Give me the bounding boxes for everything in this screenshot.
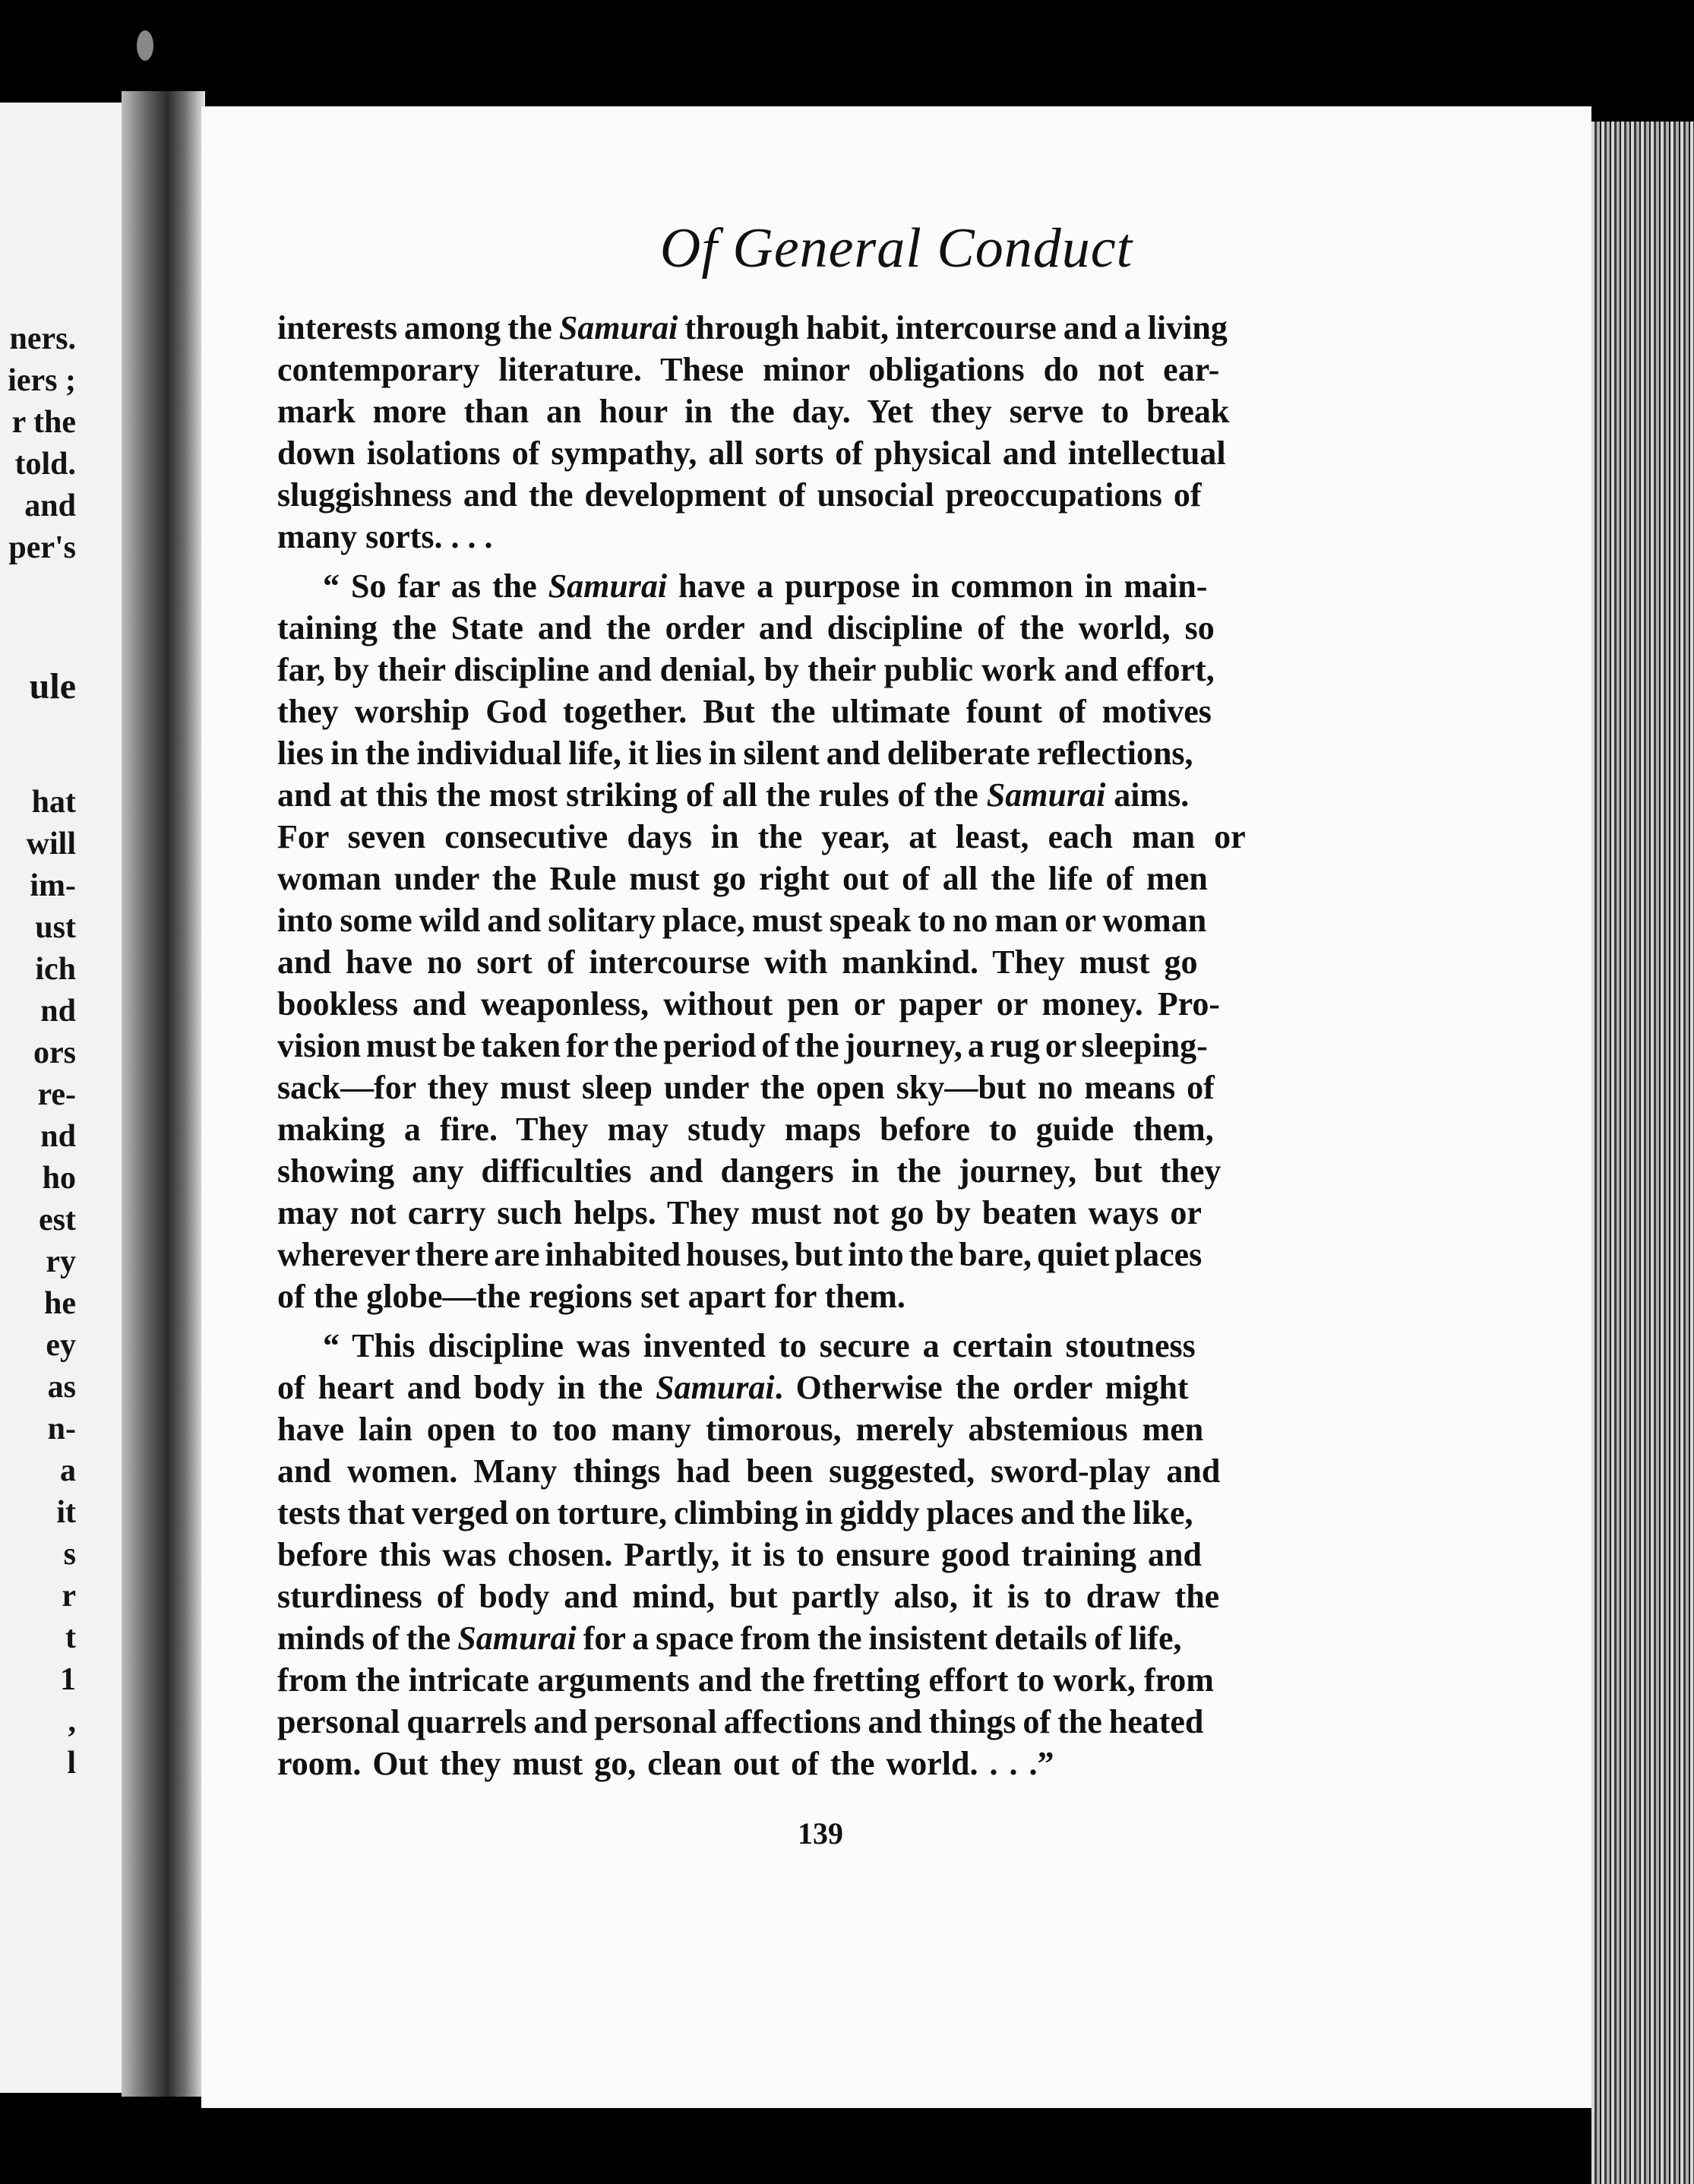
left-page-fragment: a bbox=[60, 1453, 76, 1488]
left-page-fragment: l bbox=[67, 1746, 76, 1781]
left-page-fragment: r bbox=[62, 1579, 76, 1614]
text-line: and at this the most striking of all the rules of the Samurai aims. bbox=[277, 776, 1190, 814]
text-line: “ So far as the Samurai have a purpose in common in main- bbox=[323, 567, 1208, 605]
text-line: down isolations of sympathy, all sorts of physical and intellectual bbox=[277, 435, 1226, 472]
book-page bbox=[201, 106, 1591, 2108]
left-page-fragment: nd bbox=[40, 1119, 76, 1154]
left-page-fragment: t bbox=[65, 1620, 76, 1655]
left-page-fragment: and bbox=[24, 488, 76, 523]
left-page-fragment: s bbox=[63, 1537, 76, 1572]
left-page-fragment: told. bbox=[14, 447, 76, 482]
text-line: contemporary literature. These minor obligations do not ear- bbox=[277, 351, 1220, 388]
left-page-fragment: ust bbox=[35, 910, 76, 945]
left-page-fragment: as bbox=[47, 1370, 76, 1405]
text-line: tests that verged on torture, climbing in giddy places and the like, bbox=[277, 1494, 1193, 1531]
text-line: far, by their discipline and denial, by their public work and effort, bbox=[277, 651, 1215, 688]
text-line: and have no sort of intercourse with mankind. They must go bbox=[277, 943, 1198, 981]
text-line: minds of the Samurai for a space from the insistent details of life, bbox=[277, 1620, 1182, 1657]
left-page-fragment: ors bbox=[33, 1035, 76, 1070]
left-page-fragment: he bbox=[44, 1286, 76, 1321]
text-line: interests among the Samurai through habit, intercourse and a living bbox=[277, 309, 1228, 346]
text-line: taining the State and the order and discipline of the world, so bbox=[277, 609, 1215, 646]
left-page-fragment: will bbox=[26, 827, 76, 861]
text-line: many sorts. . . . bbox=[277, 518, 493, 555]
running-head: Of General Conduct bbox=[659, 217, 1133, 280]
left-page-fragment: ey bbox=[46, 1328, 76, 1363]
text-line: For seven consecutive days in the year, at least, each man or bbox=[277, 818, 1246, 855]
text-line: mark more than an hour in the day. Yet they serve to break bbox=[277, 393, 1230, 430]
text-line: they worship God together. But the ultimate fount of motives bbox=[277, 693, 1212, 730]
left-page-fragment: est bbox=[39, 1203, 76, 1237]
text-line: may not carry such helps. They must not go by beaten ways or bbox=[277, 1194, 1202, 1231]
text-line: into some wild and solitary place, must speak to no man or woman bbox=[277, 902, 1207, 939]
text-line: of heart and body in the Samurai. Otherwise the order might bbox=[277, 1369, 1189, 1406]
left-page-fragment: re- bbox=[37, 1077, 76, 1112]
text-line: showing any difficulties and dangers in the journey, but they bbox=[277, 1152, 1222, 1190]
left-page-fragment: ho bbox=[42, 1161, 76, 1196]
book-gutter bbox=[122, 91, 205, 2097]
text-line: sturdiness of body and mind, but partly also, it is to draw the bbox=[277, 1578, 1220, 1615]
left-page-fragment: it bbox=[56, 1495, 76, 1530]
text-line: personal quarrels and personal affections and things of the heated bbox=[277, 1703, 1204, 1740]
text-line: from the intricate arguments and the fretting effort to work, from bbox=[277, 1661, 1214, 1699]
left-page-fragment: ry bbox=[46, 1244, 76, 1279]
left-page-fragment: , bbox=[68, 1704, 76, 1739]
text-line: and women. Many things had been suggested, sword-play and bbox=[277, 1452, 1221, 1490]
text-line: making a fire. They may study maps before to guide them, bbox=[277, 1111, 1214, 1148]
left-page-fragment: ule bbox=[29, 666, 76, 706]
left-page-fragment: hat bbox=[31, 785, 76, 820]
text-line: have lain open to too many timorous, merely abstemious men bbox=[277, 1411, 1204, 1448]
left-page-fragment: n- bbox=[47, 1411, 76, 1446]
left-page-fragment: ich bbox=[35, 952, 76, 987]
left-page-fragment: nd bbox=[40, 994, 76, 1029]
text-line: before this was chosen. Partly, it is to ensure good training and bbox=[277, 1536, 1202, 1573]
scan-speck bbox=[137, 30, 153, 61]
left-page-fragment: r the bbox=[11, 405, 76, 440]
text-line: woman under the Rule must go right out of all the life of men bbox=[277, 860, 1208, 897]
left-page-fragment: 1 bbox=[60, 1662, 76, 1697]
text-line: bookless and weaponless, without pen or paper or money. Pro- bbox=[277, 985, 1221, 1022]
text-line: of the globe—the regions set apart for them. bbox=[277, 1278, 905, 1315]
text-line: “ This discipline was invented to secure a certain stoutness bbox=[323, 1327, 1196, 1364]
text-line: room. Out they must go, clean out of the world. . . .” bbox=[277, 1745, 1054, 1782]
left-page-fragment: ners. bbox=[9, 321, 76, 356]
left-page-fragment: iers ; bbox=[8, 363, 76, 398]
text-line: sluggishness and the development of unsocial preoccupations of bbox=[277, 476, 1202, 514]
left-page-fragment: im- bbox=[30, 868, 76, 903]
text-line: sack—for they must sleep under the open sky—but no means of bbox=[277, 1069, 1215, 1106]
page-edges bbox=[1591, 122, 1694, 2184]
page-number: 139 bbox=[798, 1816, 843, 1851]
text-line: vision must be taken for the period of the journey, a rug or sleeping- bbox=[277, 1027, 1208, 1064]
left-page-fragment: per's bbox=[8, 530, 76, 565]
text-line: wherever there are inhabited houses, but into the bare, quiet places bbox=[277, 1236, 1203, 1273]
text-line: lies in the individual life, it lies in silent and deliberate reflections, bbox=[277, 735, 1193, 772]
